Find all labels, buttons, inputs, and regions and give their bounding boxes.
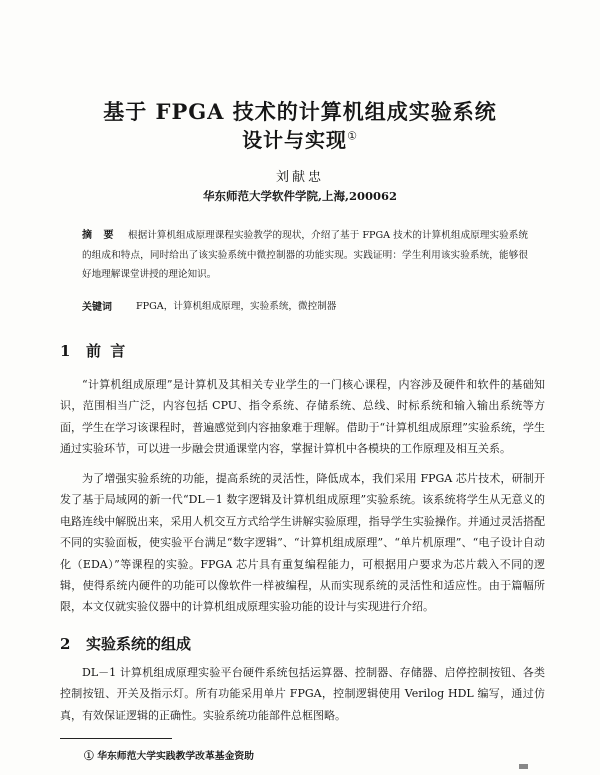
section-2-number: 2: [60, 635, 71, 653]
keywords-text: FPGA，计算机组成原理，实验系统，微控制器: [136, 301, 337, 312]
paper-title-line1: 基于 FPGA 技术的计算机组成实验系统: [103, 99, 497, 124]
author-affiliation: 华东师范大学软件学院,上海,200062: [202, 189, 398, 203]
section-1-paragraph-2: 为了增强实验系统的功能，提高系统的灵活性，降低成本，我们采用 FPGA 芯片技术，研制开发了基于局域网的新一代“DL－1 数字逻辑及计算机组成原理”实验系统。该系统将学生从无意义的电路连线中解脱出来，采用人机交互方式给学生讲解实验原理，指导学生实验操作。并通过灵活搭配不同的实验面板，使实验平台满足“数字逻辑”、“计算机组成原理”、“单片机原理”、“电子设计自动化（EDA）”等课程的实验。FPGA 芯片具有重复编程能力，可根据用户要求为芯片载入不同的逻辑，使得系统内硬件的功能可以像软件一样被编程，从而实现系统的灵活性和适应性。由于篇幅所限，本文仅就实验仪器中的计算机组成原理实验功能的设计与实现进行介绍。: [60, 472, 545, 614]
abstract-label: 摘 要: [82, 230, 118, 241]
section-1-number: 1: [60, 342, 73, 360]
section-2-title: 实验系统的组成: [86, 635, 192, 653]
author-name: 刘献忠: [275, 170, 324, 185]
section-2-heading: [60, 633, 191, 654]
footnote-marker: ①: [347, 129, 358, 143]
section-1-heading: [60, 340, 127, 361]
paper-title-line2: [0, 124, 600, 153]
footnote-text: ① 华东师范大学实践教学改革基金资助: [84, 751, 254, 762]
section-1-paragraph-1: “计算机组成原理”是计算机及其相关专业学生的一门核心课程，内容涉及硬件和软件的基础知识，范围相当广泛，内容包括 CPU、指令系统、存储系统、总线、时标系统和输入输出系统等方面，学生在学习该课程时，普遍感觉到内容抽象难于理解。借助于“计算机组成原理”实验系统，学生通过实验环节，可以进一步融会贯通课堂内容，掌握计算机中各模块的工作原理及相互关系。: [60, 378, 545, 456]
footnote-divider: [60, 738, 172, 739]
section-2-paragraph-1: DL－1 计算机组成原理实验平台硬件系统包括运算器、控制器、存储器、启停控制按钮、各类控制按钮、开关及指示灯。所有功能采用单片 FPGA，控制逻辑使用 Verilog HDL 编写，通过仿真，有效保证逻辑的正确性。实验系统功能部件总框图略。: [60, 666, 545, 722]
section-1-title: 前 言: [86, 342, 128, 360]
paper-title-line2-text: 设计与实现: [242, 128, 348, 152]
scan-edge-mark: [519, 764, 528, 769]
keywords-label: 关键词: [82, 302, 112, 313]
abstract-text: 根据计算机组成原理课程实验教学的现状，介绍了基于 FPGA 技术的计算机组成原理实验系统的组成和特点，同时给出了该实验系统中微控制器的功能实现。实践证明：学生利用该实验系统，能够很好地理解课堂讲授的理论知识。: [82, 230, 528, 280]
